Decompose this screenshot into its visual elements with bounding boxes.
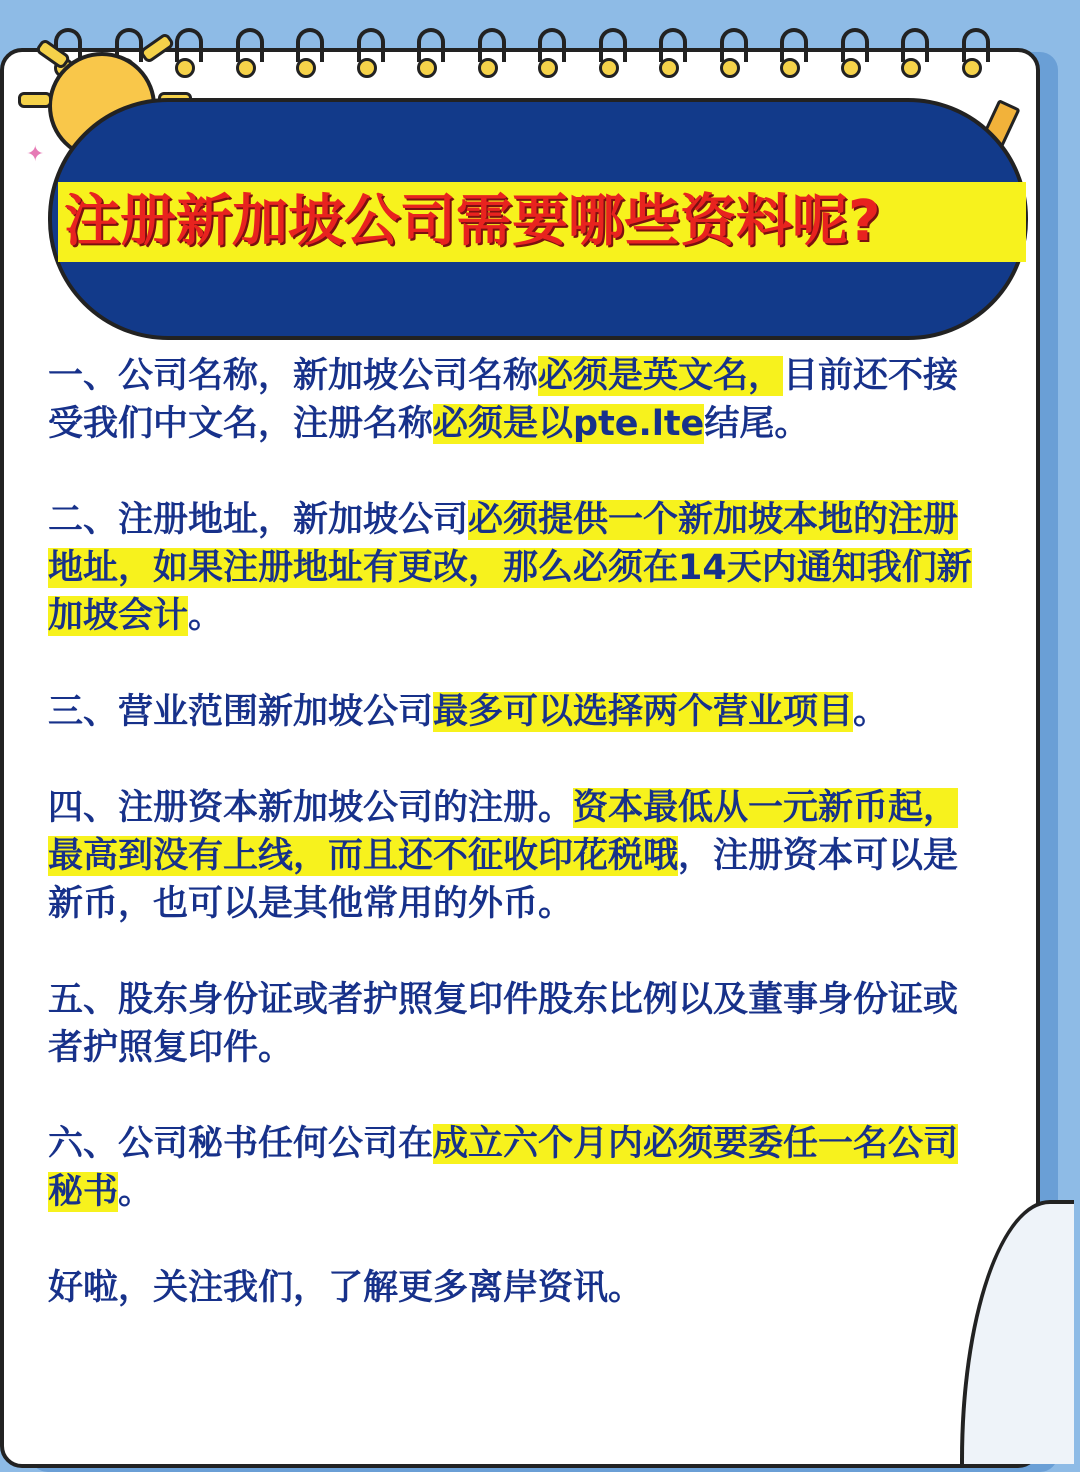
page-title: 注册新加坡公司需要哪些资料呢?: [64, 189, 881, 254]
spiral-ring-icon: [536, 28, 564, 70]
spiral-ring-icon: [778, 28, 806, 70]
spiral-ring-icon: [899, 28, 927, 70]
spiral-ring-icon: [960, 28, 988, 70]
item-address: 二、注册地址，新加坡公司必须提供一个新加坡本地的注册地址，如果注册地址有更改，那么必须在14天内通知我们新加坡会计。: [48, 500, 972, 636]
item-capital: 四、注册资本新加坡公司的注册。资本最低从一元新币起，最高到没有上线，而且还不征收印花税哦，注册资本可以是新币，也可以是其他常用的外币。: [48, 788, 959, 924]
spiral-ring-icon: [839, 28, 867, 70]
item-name: 一、公司名称，新加坡公司名称必须是英文名，目前还不接受我们中文名，注册名称必须是以pte.lte结尾。: [48, 356, 959, 444]
spiral-ring-icon: [657, 28, 685, 70]
closing-line: 好啦，关注我们，了解更多离岸资讯。: [48, 1268, 644, 1308]
item-scope: 三、营业范围新加坡公司最多可以选择两个营业项目。: [48, 692, 889, 732]
spiral-ring-icon: [294, 28, 322, 70]
spiral-ring-icon: [476, 28, 504, 70]
spiral-ring-icon: [415, 28, 443, 70]
spiral-ring-icon: [597, 28, 625, 70]
sparkle-icon: ✦: [26, 142, 45, 167]
item-shareholders: 五、股东身份证或者护照复印件股东比例以及董事身份证或者护照复印件。: [48, 980, 959, 1068]
spiral-ring-icon: [234, 28, 262, 70]
sun-ray-icon: [18, 92, 52, 108]
spiral-ring-icon: [718, 28, 746, 70]
spiral-ring-icon: [173, 28, 201, 70]
item-secretary: 六、公司秘书任何公司在成立六个月内必须要委任一名公司秘书。: [48, 1124, 959, 1212]
spiral-ring-icon: [355, 28, 383, 70]
